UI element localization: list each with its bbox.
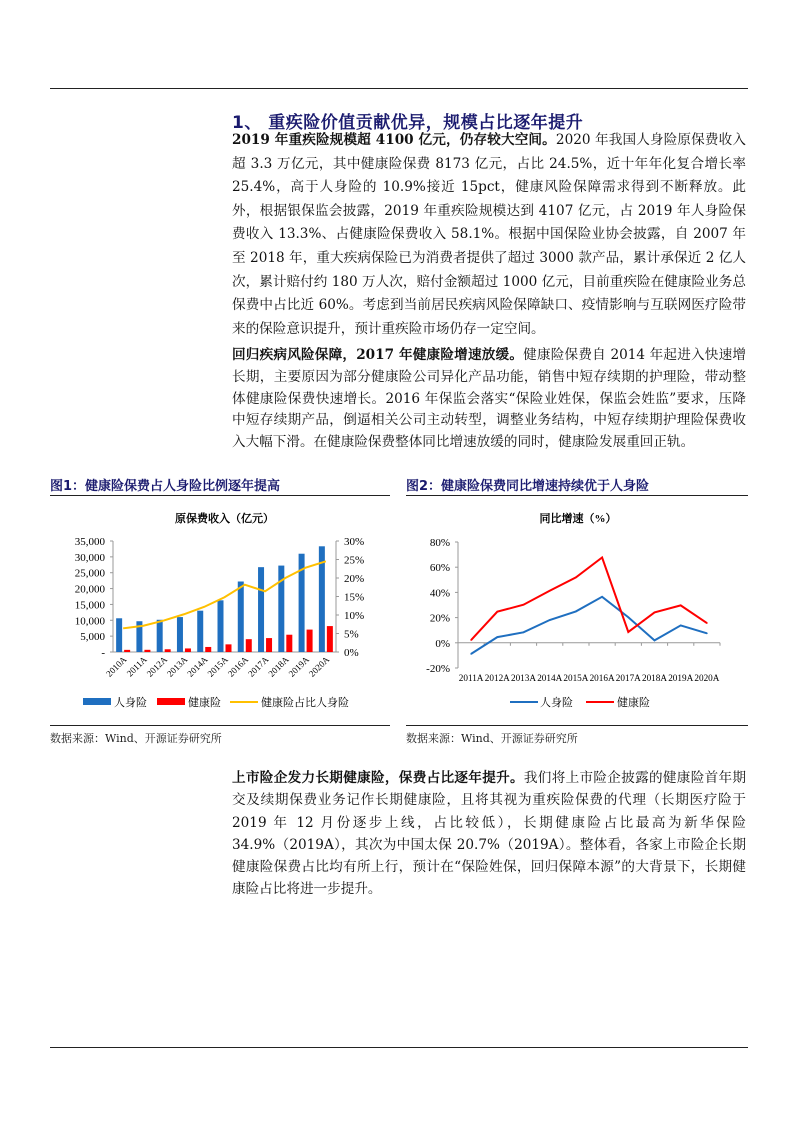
section-heading: 1、 重疾险价值贡献优异，规模占比逐年提升 — [232, 113, 584, 133]
legend-label-人身险: 人身险 — [114, 697, 147, 709]
point-健康险 — [628, 631, 630, 633]
point-健康险 — [680, 605, 682, 607]
legend-label-人身险: 人身险 — [540, 697, 573, 709]
point-健康险 — [549, 590, 551, 592]
legend-swatch-健康险 — [157, 698, 185, 705]
header-rule — [50, 88, 748, 89]
bar-健康险 — [286, 635, 292, 652]
point-健康险 — [470, 639, 472, 641]
x-tick-label: 2013A — [164, 654, 190, 679]
point-人身险 — [706, 633, 708, 635]
left-tick-label: 35,000 — [74, 536, 105, 548]
figure-1-bottom-rule — [50, 725, 390, 726]
paragraph-2 — [232, 345, 746, 454]
bar-健康险 — [266, 638, 272, 652]
x-tick-label: 2017A — [246, 654, 271, 679]
x-tick-label: 2011A — [458, 673, 484, 683]
x-tick-label: 2020A — [306, 654, 332, 679]
figure-1-source: 数据来源：Wind、开源证券研究所 — [50, 732, 222, 745]
bar-健康险 — [165, 649, 171, 652]
paragraph-3-lead: 上市险企发力长期健康险，保费占比逐年提升。 — [232, 770, 524, 786]
x-tick-label: 2014A — [185, 654, 210, 679]
paragraph-3-body: 我们将上市险企披露的健康险首年期交及续期保费业务记作长期健康险，且将其视为重疾险保费的代理（长期医疗险于 2019 年 12 月份逐步上线，占比较低），长期健康险占比最高为新华保险 34.9%（2019A），其次为中国太保 20.7%（2019A）。整体看，各家上市险企长期健康险保费占比均有所上行，预计在“保险姓保，回归保障本源”的大背景下，长期健康险占比将进一步提升。 — [232, 770, 747, 898]
point-人身险 — [470, 653, 472, 655]
legend-swatch-人身险 — [83, 698, 111, 705]
paragraph-1-lead: 2019 年重疾险规模超 4100 亿元，仍存较大空间。 — [232, 132, 556, 148]
bar-人身险 — [177, 617, 183, 652]
x-tick-label: 2011A — [124, 654, 149, 679]
x-tick-label: 2018A — [641, 673, 668, 683]
left-tick-label: 10,000 — [74, 615, 105, 628]
x-tick-label: 2019A — [286, 654, 312, 679]
point-健康险 — [601, 557, 603, 559]
left-tick-label: 5,000 — [80, 631, 105, 644]
bar-健康险 — [246, 639, 252, 652]
figure-2-top-rule — [406, 495, 748, 496]
paragraph-3 — [232, 767, 746, 901]
bar-人身险 — [238, 581, 244, 652]
right-tick-label: 5% — [344, 628, 359, 641]
chart-2-title: 同比增速（%） — [539, 513, 617, 525]
bar-健康险 — [144, 650, 150, 652]
point-健康险 — [654, 612, 656, 614]
y-tick-label: 60% — [429, 562, 450, 575]
chart-1-title: 原保费收入（亿元） — [175, 513, 274, 525]
right-tick-label: 15% — [344, 591, 365, 604]
right-tick-label: 30% — [344, 536, 365, 548]
x-tick-label: 2010A — [104, 654, 129, 679]
point-健康险 — [575, 577, 577, 579]
y-tick-label: -20% — [426, 663, 450, 675]
left-tick-label: - — [101, 647, 105, 659]
footer-rule — [50, 1047, 748, 1048]
x-tick-label: 2019A — [668, 673, 694, 683]
right-tick-label: 25% — [344, 554, 365, 567]
point-人身险 — [628, 616, 630, 618]
figure-2-source: 数据来源：Wind、开源证券研究所 — [406, 732, 578, 745]
x-tick-label: 2017A — [615, 673, 641, 683]
point-人身险 — [654, 640, 656, 642]
figure-1-top-rule — [50, 495, 390, 496]
legend-label-健康险: 健康险 — [188, 697, 221, 709]
paragraph-1-body: 2020 年我国人身险原保费收入超 3.3 万亿元，其中健康险保费 8173 亿元，占比 24.5%，近十年年化复合增长率 25.4%，高于人身险的 10.9%接近 15pct，健康风险保障需求得到不断释放。此外，根据银保监会披露，2019 年重疾险规模达到 4107 亿元，占 2019 年人身险保费收入 13.3%、占健康险保费收入 58.1%。根据中国保险业协会披露，自 2007 年至 2018 年，重大疾病保险已为消费者提供了超过 3000 款产品，累计承保近 2 亿人次，累计赔付约 180 万人次，赔付金额超过 1000 亿元，目前重疾险在健康险业务总保费中占比近 60%。考虑到当前居民疾病风险保障缺口、疫情影响与互联网医疗险带来的保险意识提升，预计重疾险市场仍存一定空间。 — [232, 132, 746, 337]
point-人身险 — [575, 611, 577, 613]
bar-健康险 — [185, 648, 191, 652]
x-tick-label: 2018A — [266, 654, 291, 679]
x-tick-label: 2015A — [563, 673, 589, 683]
right-tick-label: 0% — [344, 647, 359, 659]
x-tick-label: 2016A — [589, 673, 615, 683]
figure-1-title: 图1：健康险保费占人身险比例逐年提高 — [50, 479, 281, 494]
bar-健康险 — [307, 630, 313, 652]
chart-1 — [50, 500, 395, 722]
figure-2-title: 图2：健康险保费同比增速持续优于人身险 — [406, 479, 650, 494]
x-tick-label: 2013A — [510, 673, 537, 683]
figure-2-bottom-rule — [406, 725, 748, 726]
right-tick-label: 10% — [344, 610, 365, 622]
left-tick-label: 30,000 — [74, 551, 105, 564]
point-人身险 — [549, 619, 551, 621]
line-健康险 — [471, 557, 707, 640]
line-健康险占比人身险 — [123, 561, 326, 628]
point-健康险 — [706, 622, 708, 624]
y-tick-label: 0% — [435, 637, 450, 650]
point-人身险 — [601, 596, 603, 598]
y-tick-label: 80% — [429, 537, 450, 549]
point-人身险 — [497, 636, 499, 638]
bar-健康险 — [226, 644, 232, 652]
bar-人身险 — [116, 618, 122, 652]
chart-2 — [406, 500, 751, 722]
bar-人身险 — [157, 620, 163, 652]
bar-人身险 — [197, 611, 203, 652]
left-tick-label: 20,000 — [74, 583, 105, 596]
right-tick-label: 20% — [344, 573, 365, 585]
legend-label-健康险: 健康险 — [617, 697, 650, 709]
paragraph-2-lead: 回归疾病风险保障，2017 年健康险增速放缓。 — [232, 347, 524, 363]
left-tick-label: 25,000 — [74, 567, 105, 580]
x-tick-label: 2012A — [484, 673, 510, 683]
bar-健康险 — [124, 650, 130, 652]
bar-健康险 — [327, 626, 333, 652]
x-tick-label: 2016A — [225, 654, 251, 679]
y-tick-label: 40% — [429, 587, 450, 600]
point-健康险 — [523, 604, 525, 606]
x-tick-label: 2012A — [144, 654, 170, 679]
paragraph-2-body: 健康险保费自 2014 年起进入快速增长期，主要原因为部分健康险公司异化产品功能，销售中短存续期的护理险，带动整体健康险保费快速增长。2016 年保监会落实“保险业姓保，保监会姓监”要求，压降中短存续期产品，倒逼相关公司主动转型，调整业务结构，中短存续期护理险保费收入大幅下滑。在健康险保费整体同比增速放缓的同时，健康险发展重回正轨。 — [232, 347, 746, 451]
bar-健康险 — [205, 647, 211, 652]
point-人身险 — [523, 632, 525, 634]
x-tick-label: 2014A — [537, 673, 563, 683]
x-tick-label: 2015A — [205, 654, 230, 679]
x-tick-label: 2020A — [694, 673, 720, 683]
y-tick-label: 20% — [429, 612, 450, 625]
legend-label-占比: 健康险占比人身险 — [261, 697, 349, 709]
bar-人身险 — [218, 600, 224, 652]
paragraph-1 — [232, 129, 746, 341]
bar-人身险 — [258, 567, 264, 652]
left-tick-label: 15,000 — [74, 599, 105, 612]
point-人身险 — [680, 625, 682, 627]
point-健康险 — [497, 611, 499, 613]
